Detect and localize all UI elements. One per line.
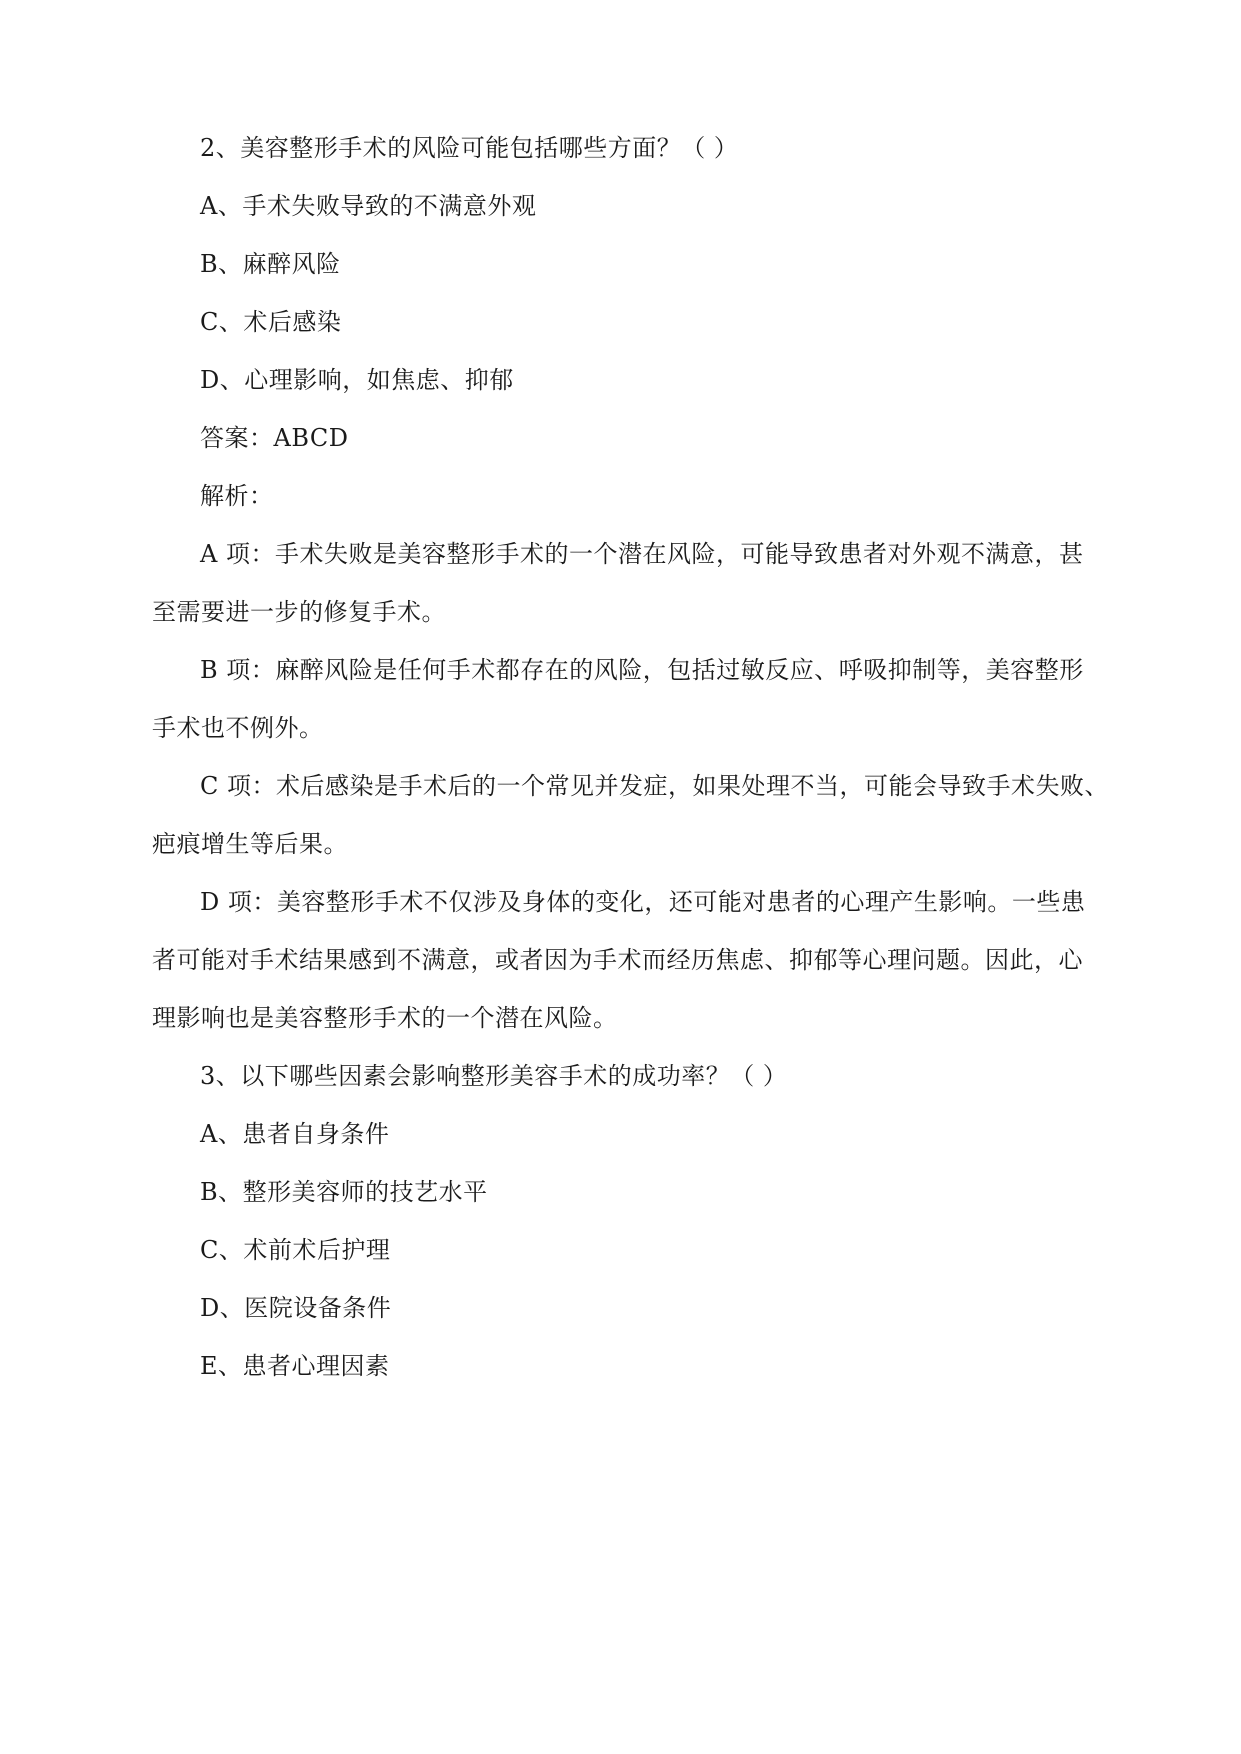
q2-analysis-d-line2: 者可能对手术结果感到不满意，或者因为手术而经历焦虑、抑郁等心理问题。因此，心 <box>152 946 1083 974</box>
q2-analysis-c-line2: 疤痕增生等后果。 <box>152 830 348 858</box>
q2-option-b: B、麻醉风险 <box>200 250 341 278</box>
q3-option-e: E、患者心理因素 <box>200 1352 390 1380</box>
q3-option-b: B、整形美容师的技艺水平 <box>200 1178 488 1206</box>
question-3: 3、以下哪些因素会影响整形美容手术的成功率？（ ） <box>200 1062 788 1090</box>
q2-analysis-d-line1: D 项：美容整形手术不仅涉及身体的变化，还可能对患者的心理产生影响。一些患 <box>200 888 1086 916</box>
q2-answer: 答案：ABCD <box>200 424 349 452</box>
q2-analysis-c-line1: C 项：术后感染是手术后的一个常见并发症，如果处理不当，可能会导致手术失败、 <box>200 772 1109 800</box>
q2-option-d: D、心理影响，如焦虑、抑郁 <box>200 366 514 394</box>
q2-analysis-a-line2: 至需要进一步的修复手术。 <box>152 598 446 626</box>
q2-option-c: C、术后感染 <box>200 308 342 336</box>
q3-option-a: A、患者自身条件 <box>200 1120 390 1148</box>
q2-analysis-d-line3: 理影响也是美容整形手术的一个潜在风险。 <box>152 1004 618 1032</box>
q2-analysis-b-line1: B 项：麻醉风险是任何手术都存在的风险，包括过敏反应、呼吸抑制等，美容整形 <box>200 656 1084 684</box>
q2-analysis-a-line1: A 项：手术失败是美容整形手术的一个潜在风险，可能导致患者对外观不满意，甚 <box>200 540 1084 568</box>
q3-option-c: C、术前术后护理 <box>200 1236 391 1264</box>
q2-analysis-label: 解析： <box>200 482 274 510</box>
q2-option-a: A、手术失败导致的不满意外观 <box>200 192 537 220</box>
q3-option-d: D、医院设备条件 <box>200 1294 392 1322</box>
q2-analysis-b-line2: 手术也不例外。 <box>152 714 324 742</box>
question-2: 2、美容整形手术的风险可能包括哪些方面？（ ） <box>200 134 739 162</box>
